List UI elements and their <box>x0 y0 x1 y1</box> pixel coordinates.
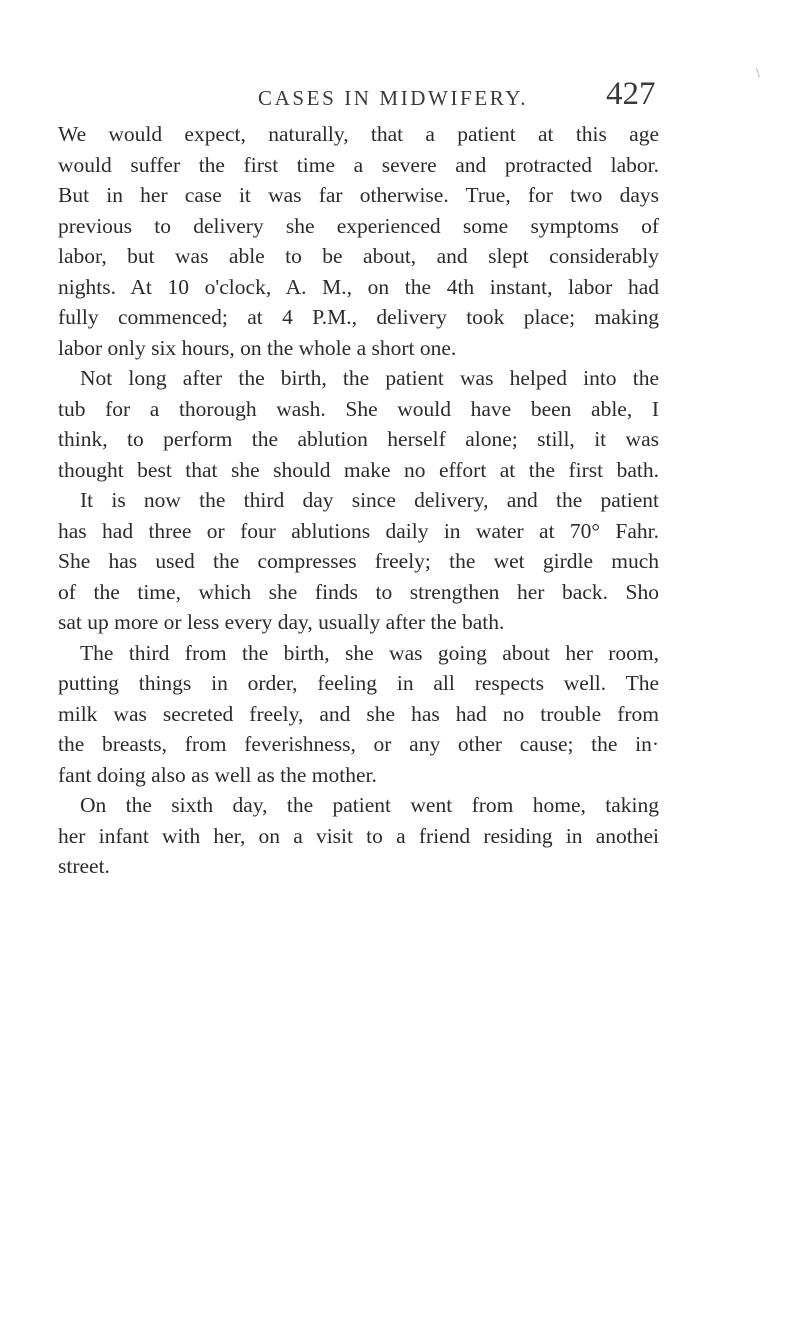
corner-mark: \ <box>756 66 760 81</box>
running-title: CASES IN MIDWIFERY. <box>258 86 529 110</box>
text-line: labor, but was able to be about, and slept considerably <box>58 244 659 268</box>
text-line: thought best that she should make no effort at the first bath. <box>58 457 659 482</box>
text-line: previous to delivery she experienced some symptoms of <box>58 213 659 238</box>
text-line: fant doing also as well as the mother. <box>58 762 377 787</box>
text-line: her infant with her, on a visit to a friend residing in anothei <box>58 823 659 848</box>
text-line: sat up more or less every day, usually after the bath. <box>58 610 505 634</box>
text-line: labor only six hours, on the whole a short one. <box>58 335 457 360</box>
body-text <box>58 119 659 882</box>
text-line: nights. At 10 o'clock, A. M., on the 4th instant, labor had <box>58 274 659 299</box>
text-line: putting things in order, feeling in all respects well. The <box>58 671 659 695</box>
text-line: tub for a thorough wash. She would have been able, I <box>58 396 659 421</box>
text-line: has had three or four ablutions daily in water at 70° Fahr. <box>58 518 659 543</box>
text-line: would suffer the first time a severe and protracted labor. <box>58 152 659 177</box>
text-line: fully commenced; at 4 P.M., delivery took place; making <box>58 305 659 329</box>
text-line: street. <box>58 854 110 878</box>
text-line: It is now the third day since delivery, and the patient <box>80 488 659 512</box>
text-line: On the sixth day, the patient went from home, taking <box>80 793 659 817</box>
text-line: We would expect, naturally, that a patient at this age <box>58 122 659 146</box>
text-line: milk was secreted freely, and she has had no trouble from <box>58 701 659 726</box>
text-line: of the time, which she finds to strengthen her back. Sho <box>58 579 659 604</box>
running-head <box>60 74 660 114</box>
text-line: the breasts, from feverishness, or any other cause; the in· <box>58 732 659 756</box>
text-line: But in her case it was far otherwise. True, for two days <box>58 183 659 207</box>
text-line: think, to perform the ablution herself alone; still, it was <box>58 427 659 451</box>
text-line: She has used the compresses freely; the wet girdle much <box>58 549 659 573</box>
page-number: 427 <box>606 76 656 112</box>
text-line: Not long after the birth, the patient was helped into the <box>80 366 659 390</box>
text-line: The third from the birth, she was going about her room, <box>80 640 659 665</box>
